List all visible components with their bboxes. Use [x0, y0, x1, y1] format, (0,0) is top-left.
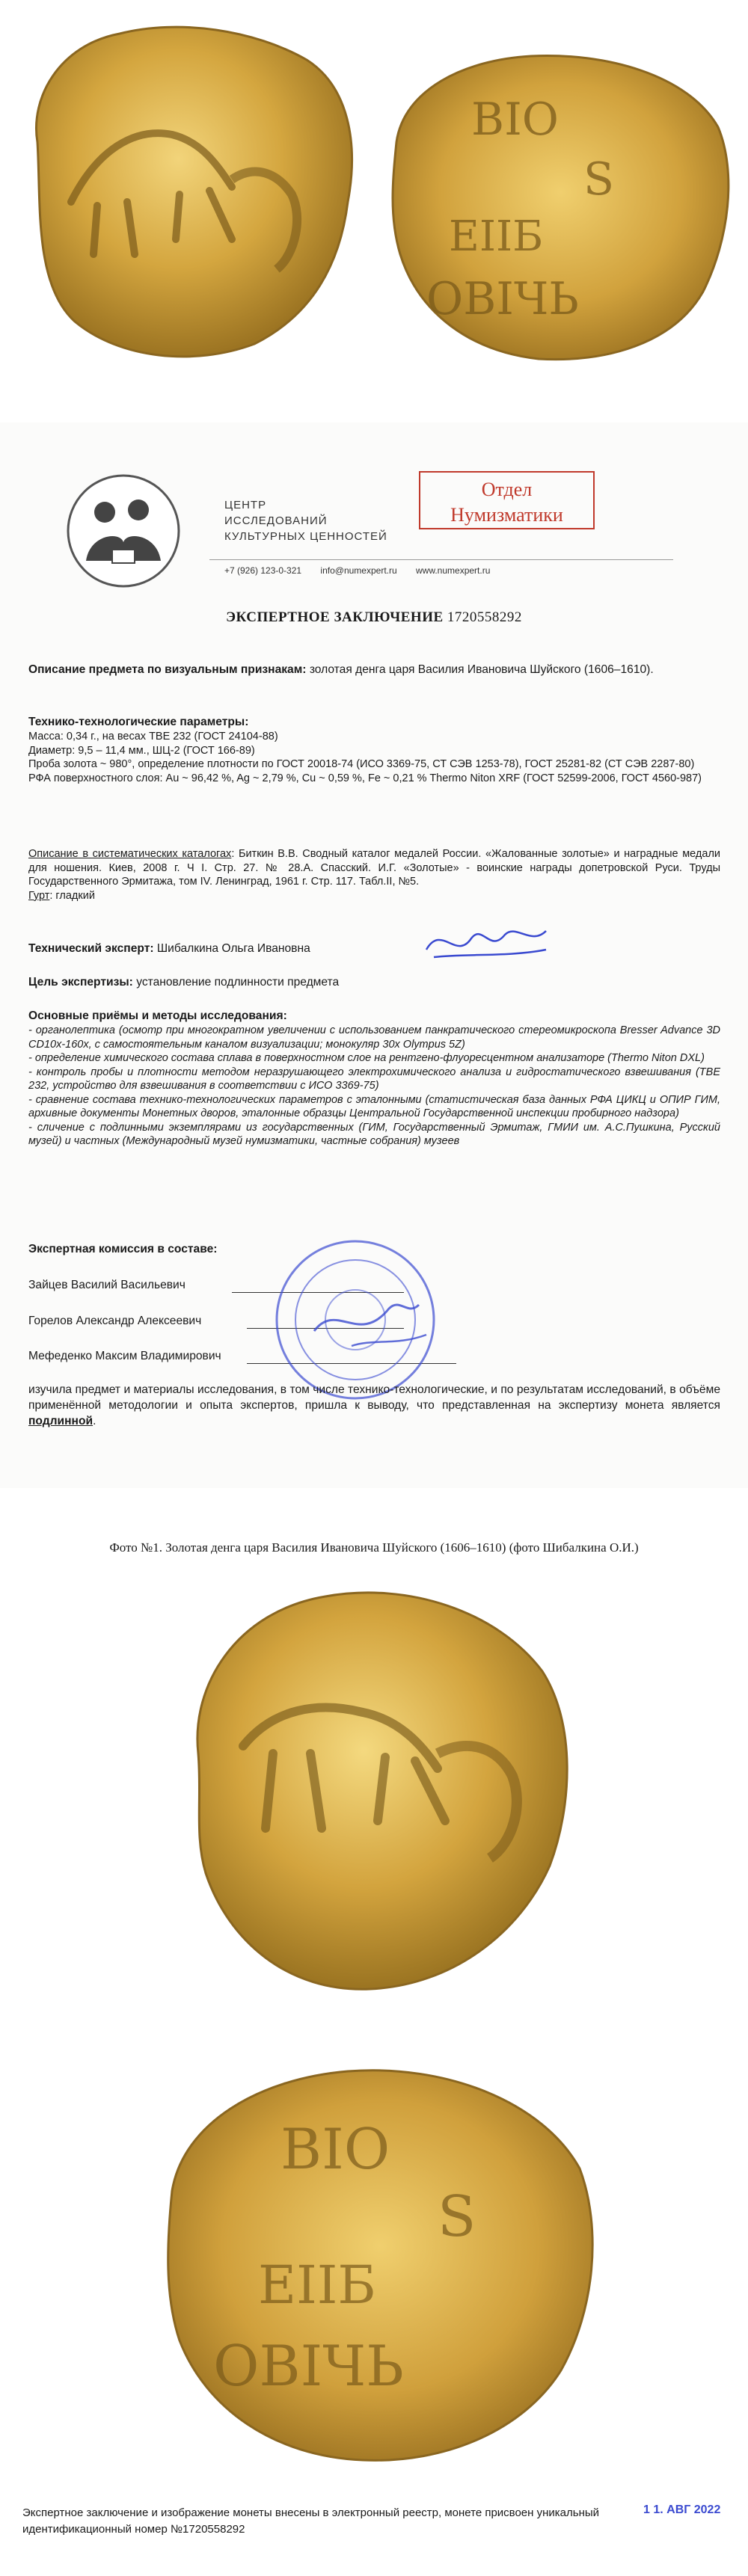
expert-signature	[419, 916, 554, 968]
svg-text:ВІО: ВІО	[280, 2116, 390, 2182]
website-link[interactable]: www.numexpert.ru	[416, 565, 491, 576]
title-label: ЭКСПЕРТНОЕ ЗАКЛЮЧЕНИЕ	[226, 609, 444, 625]
coin-obverse-photo-large	[176, 1581, 580, 2000]
description-label: Описание предмета по визуальным признакам:	[28, 663, 307, 676]
catalogs-label: Описание в систематических каталогах	[28, 848, 232, 860]
org-line: КУЛЬТУРНЫХ ЦЕННОСТЕЙ	[224, 530, 387, 543]
tech-params	[28, 714, 720, 785]
tech-mass: Масса: 0,34 г., на весах ТВЕ 232 (ГОСТ 24104-88)	[28, 731, 278, 743]
certificate-number: 1720558292	[447, 609, 522, 625]
conclusion-text: изучила предмет и материалы исследования, в том числе технико-технологические, и по результатам исследований, в объёме применённой методологии и опыта экспертов, пришла к выводу, что представленная на экспертизу монета является	[28, 1383, 720, 1412]
svg-text:S: S	[438, 2183, 476, 2249]
catalogs-text: : Биткин В.В. Сводный каталог медалей России. «Жалованные золотые» и наградные медали для ношения. Киев, 2008 г. Ч I. Стр. 27. № 28.А. Спасский. И.Г. «Золотые» - воинские награды допетровской Руси. Труды Государственного Эрмитажа, том IV. Ленинград, 1961 г. Стр. 117. Табл.II, №5.	[28, 848, 721, 888]
phone-number: +7 (926) 123-0-321	[224, 565, 302, 576]
svg-text:ЕІІБ: ЕІІБ	[449, 212, 544, 261]
tech-proba: Проба золота ~ 980°, определение плотности по ГОСТ 20018-74 (ИСО 3369-75, СТ СЭВ 1253-78), ГОСТ 25281-82 (СТ СЭВ 2287-80)	[28, 758, 695, 770]
registry-footer: Экспертное заключение и изображение монеты внесены в электронный реестр, монете присвоен уникальный идентификационный номер №1720558292	[22, 2506, 600, 2536]
expert-label: Технический эксперт:	[28, 942, 154, 955]
goal-text: установление подлинности предмета	[136, 976, 340, 989]
edge-label: Гурт	[28, 889, 50, 902]
header-divider	[209, 559, 673, 560]
certificate-title	[0, 609, 748, 626]
edge-text: : гладкий	[49, 889, 95, 902]
method-item: - контроль пробы и плотности методом неразрушающего электрохимического анализа и гидростатического взвешивания (ТВЕ 232, устройство для взвешивания в соответствии с ИСО 3369-75)	[28, 1066, 720, 1092]
tech-heading: Технико-технологические параметры:	[28, 716, 249, 728]
description-text: золотая денга царя Василия Ивановича Шуйского (1606–1610).	[309, 663, 654, 676]
expert-name: Шибалкина Ольга Ивановна	[156, 942, 310, 955]
svg-text:ОВІЧЬ: ОВІЧЬ	[426, 273, 579, 325]
conclusion-end: .	[93, 1415, 96, 1427]
department-label: Отдел	[481, 479, 533, 500]
description-paragraph	[28, 662, 720, 677]
member-name: Горелов Александр Алексеевич	[28, 1315, 202, 1327]
tech-rfa: РФА поверхностного слоя: Au ~ 96,42 %, Ag ~ 2,79 %, Cu ~ 0,59 %, Fe ~ 0,21 % Thermo Niton XRF (ГОСТ 52599-2006, ГОСТ 4560-987)	[28, 772, 702, 784]
svg-text:S: S	[583, 153, 615, 206]
methods-heading: Основные приёмы и методы исследования:	[28, 1009, 287, 1022]
member-name: Мефеденко Максим Владимирович	[28, 1350, 221, 1362]
goal-line	[28, 974, 720, 990]
svg-text:ОВІЧЬ: ОВІЧЬ	[213, 2333, 404, 2399]
svg-text:ВІО: ВІО	[471, 93, 559, 146]
method-item: - органолептика (осмотр при многократном увеличении с использованием панкратического стереомикроскопа Bresser Advance 3D CD10x-160x, с самостоятельным каналом визуализации; монокуляр 30x Olympus 5Z)	[28, 1024, 720, 1051]
official-seal	[269, 1234, 441, 1406]
contact-line	[224, 565, 506, 576]
method-item: - определение химического состава сплава в поверхностном слое на рентгено-флуоресцентном анализаторе (Thermo Niton DXL)	[28, 1052, 705, 1064]
coin-reverse-photo-top	[381, 45, 737, 366]
method-item: - сличение с подлинными экземплярами из государственных (ГИМ, Государственный Эрмитаж, ГМИИ им. А.С.Пушкина, Русский музей) и частных (Международный музей нумизматики, частные собрания) музеев	[28, 1121, 720, 1147]
conclusion-verdict: подлинной	[28, 1415, 94, 1427]
methods-section	[28, 1008, 720, 1149]
org-line: ЦЕНТР	[224, 499, 267, 511]
catalogs-paragraph	[28, 847, 720, 903]
coin-obverse-photo-top	[7, 15, 363, 366]
research-center-logo	[60, 471, 187, 591]
commission-heading-text: Экспертная комиссия в составе:	[28, 1243, 218, 1255]
photo-caption: Фото №1. Золотая денга царя Василия Ивановича Шуйского (1606–1610) (фото Шибалкина О.И.)	[109, 1540, 639, 1555]
department-label: Нумизматики	[450, 504, 563, 526]
org-line: ИССЛЕДОВАНИЙ	[224, 514, 328, 527]
date-stamp: 1 1. АВГ 2022	[643, 2503, 721, 2516]
member-name: Зайцев Василий Васильевич	[28, 1279, 186, 1291]
tech-diameter: Диаметр: 9,5 – 11,4 мм., ШЦ-2 (ГОСТ 166-89)	[28, 744, 255, 757]
department-stamp	[419, 471, 595, 529]
method-item: - сравнение состава технико-технологических параметров с эталонными (статистическая база данных РФА ЦИКЦ и ОПИР ГИМ, архивные документы Монетных дворов, эталонные образцы Центральной Государственной инспекции пробирного надзора)	[28, 1093, 720, 1119]
email-address[interactable]: info@numexpert.ru	[320, 565, 397, 576]
goal-label: Цель экспертизы:	[28, 976, 133, 989]
organization-name	[224, 497, 387, 544]
conclusion-paragraph	[28, 1382, 720, 1429]
expert-line	[28, 941, 720, 956]
svg-text:ЕІІБ: ЕІІБ	[258, 2254, 376, 2316]
coin-reverse-photo-large	[153, 2056, 602, 2475]
